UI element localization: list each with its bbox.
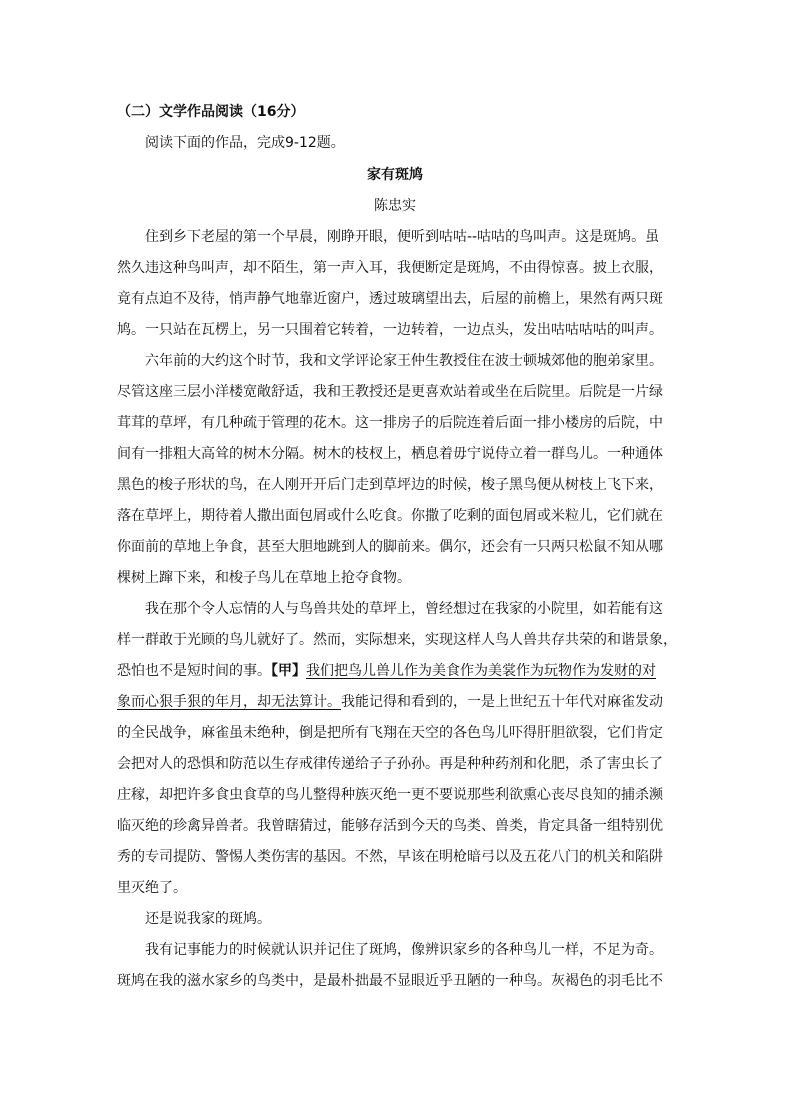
text-line: 样一群敢于光顾的鸟儿就好了。然而，实际想来，实现这样人鸟人兽共存共荣的和谐景象， bbox=[117, 632, 677, 648]
text-line-with-underline bbox=[117, 694, 663, 710]
text-line: 鸠。一只站在瓦楞上，另一只围着它转着，一边转着，一边点头，发出咕咕咕咕的叫声。 bbox=[117, 322, 663, 338]
article-title: 家有斑鸠 bbox=[367, 167, 423, 183]
text-line: 还是说我家的斑鸠。 bbox=[117, 911, 271, 927]
text-segment: 我能记得和看到的，一是上世纪五十年代对麻雀发动 bbox=[341, 694, 663, 710]
text-line: 六年前的大约这个时节，我和文学评论家王仲生教授住在波士顿城郊他的胞弟家里。 bbox=[117, 353, 663, 369]
text-line: 会把对人的恐惧和防范以生存戒律传递给子子孙孙。再是种种药剂和化肥，杀了害虫长了 bbox=[117, 756, 663, 772]
instruction: 阅读下面的作品，完成9-12题。 bbox=[145, 135, 345, 151]
underlined-passage: 我们把鸟儿兽儿作为美食作为美裳作为玩物作为发财的对 bbox=[306, 663, 656, 679]
text-line: 秀的专司提防、警惕人类伤害的基因。不然，早该在明枪暗弓以及五花八门的机关和陷阱 bbox=[117, 849, 663, 865]
article-author: 陈忠实 bbox=[374, 198, 416, 214]
underlined-passage: 象而心狠手狠的年月，却无法算计。 bbox=[117, 694, 341, 710]
text-line: 落在草坪上，期待着人撒出面包屑或什么吃食。你撒了吃剩的面包屑或米粒儿，它们就在 bbox=[117, 508, 663, 524]
text-line: 的全民战争，麻雀虽未绝种，倒是把所有飞翔在天空的各色鸟儿吓得肝胆欲裂，它们肯定 bbox=[117, 725, 663, 741]
text-line: 竟有点迫不及待，悄声静气地靠近窗户，透过玻璃望出去，后屋的前檐上，果然有两只斑 bbox=[117, 291, 663, 307]
text-segment: 恐怕也不是短时间的事。 bbox=[117, 663, 271, 679]
text-line: 我有记事能力的时候就认识并记住了斑鸠，像辨识家乡的各种鸟儿一样，不足为奇。 bbox=[117, 942, 663, 958]
text-line: 临灭绝的珍禽异兽者。我曾瞎猜过，能够存活到今天的鸟类、兽类，肯定具备一组特别优 bbox=[117, 818, 663, 834]
section-heading: （二）文学作品阅读（16分） bbox=[117, 104, 305, 120]
text-line-with-marker bbox=[117, 663, 656, 679]
text-line: 庄稼，却把许多食虫食草的鸟儿整得种族灭绝一更不要说那些利欲熏心丧尽良知的捕杀濒 bbox=[117, 787, 663, 803]
text-line: 里灭绝了。 bbox=[117, 880, 187, 896]
text-line: 茸茸的草坪，有几种疏于管理的花木。这一排房子的后院连着后面一排小楼房的后院，中 bbox=[117, 415, 663, 431]
text-line: 斑鸠在我的滋水家乡的鸟类中，是最朴拙最不显眼近乎丑陋的一种鸟。灰褐色的羽毛比不 bbox=[117, 973, 663, 989]
text-line: 住到乡下老屋的第一个早晨，刚睁开眼，便听到咕咕--咕咕的鸟叫声。这是斑鸠。虽 bbox=[117, 229, 660, 245]
text-line: 我在那个令人忘情的人与鸟兽共处的草坪上，曾经想过在我家的小院里，如若能有这 bbox=[117, 601, 663, 617]
text-line: 棵树上蹿下来，和梭子鸟儿在草地上抢夺食物。 bbox=[117, 570, 411, 586]
text-line: 黑色的梭子形状的鸟，在人刚开开后门走到草坪边的时候，梭子黑鸟便从树枝上飞下来， bbox=[117, 477, 663, 493]
text-line: 你面前的草地上争食，甚至大胆地跳到人的脚前来。偶尔，还会有一只两只松鼠不知从哪 bbox=[117, 539, 663, 555]
text-line: 然久违这种鸟叫声，却不陌生，第一声入耳，我便断定是斑鸠，不由得惊喜。披上衣服， bbox=[117, 260, 663, 276]
text-line: 间有一排粗大高耸的树木分隔。树木的枝杈上，栖息着毋宁说侍立着一群鸟儿。一种通体 bbox=[117, 446, 663, 462]
text-line: 尽管这座三层小洋楼宽敞舒适，我和王教授还是更喜欢站着或坐在后院里。后院是一片绿 bbox=[117, 384, 663, 400]
marker-jia: 【甲】 bbox=[271, 663, 306, 679]
